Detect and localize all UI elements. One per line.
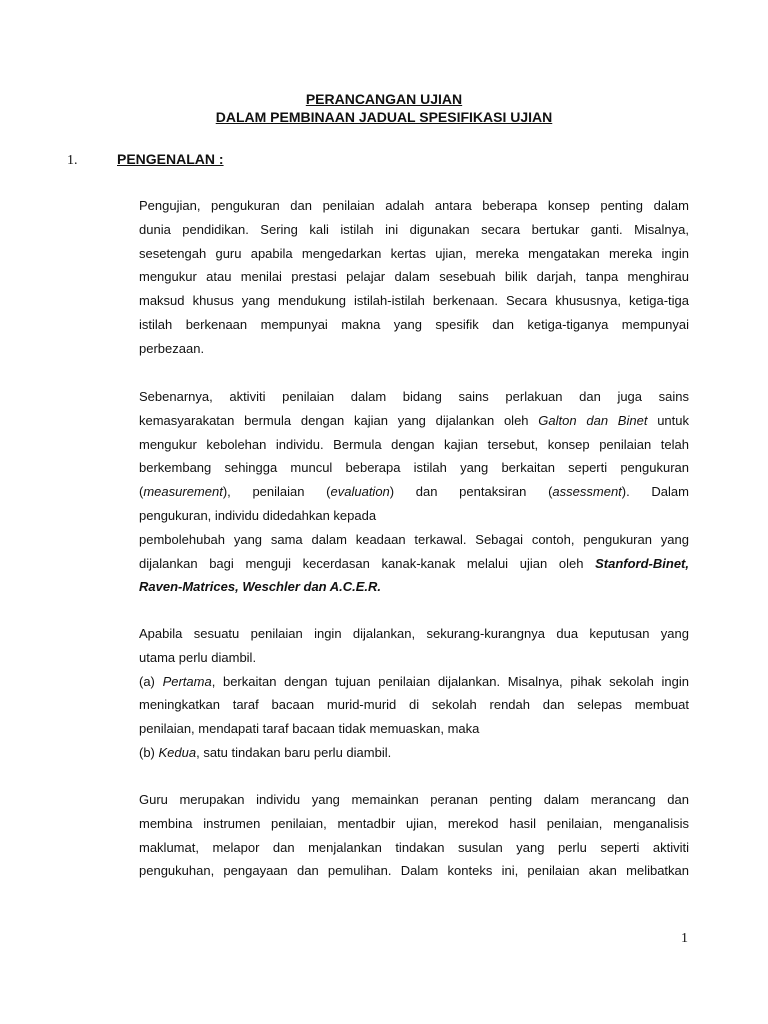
paragraph-4	[139, 788, 689, 883]
paragraph-line	[139, 552, 689, 576]
bold-italic-run: Raven-Matrices, Weschler dan A.C.E.R.	[139, 579, 382, 595]
section-heading	[67, 150, 224, 170]
paragraph-line	[139, 409, 689, 433]
paragraph-line: membina instrumen penilaian, mentadbir ujian, merekod hasil penilaian, menganalisis	[139, 815, 689, 831]
text-run: , satu tindakan baru perlu diambil.	[196, 744, 392, 760]
italic-run: Galton dan Binet	[538, 412, 648, 428]
text-run: kemasyarakatan bermula dengan kajian yang dijalankan oleh	[139, 412, 539, 428]
paragraph-line: pengukuhan, pengayaan dan pemulihan. Dalam konteks ini, penilaian akan melibatkan	[139, 863, 689, 879]
text-run: (a)	[139, 673, 163, 689]
paragraph-3	[139, 622, 689, 765]
italic-run: Pertama	[162, 673, 212, 689]
paragraph-line: mengukur kebolehan individu. Bermula dengan kajian tersebut, konsep penilaian telah	[139, 436, 689, 452]
italic-run: Kedua	[158, 744, 197, 760]
paragraph-line: maklumat, melapor dan menjalankan tindakan susulan yang perlu seperti aktiviti	[139, 839, 689, 855]
paragraph-line: Sebenarnya, aktiviti penilaian dalam bidang sains perlakuan dan juga sains	[139, 389, 689, 404]
paragraph-line: sesetengah guru apabila mengedarkan kertas ujian, mereka mengatakan mereka ingin	[139, 245, 689, 261]
paragraph-line: Apabila sesuatu penilaian ingin dijalankan, sekurang-kurangnya dua keputusan yang	[139, 626, 689, 641]
section-title: PENGENALAN :	[117, 151, 224, 167]
page-number: 1	[681, 931, 688, 946]
paragraph-line	[139, 670, 689, 694]
paragraph-line: mengukur atau menilai prestasi pelajar dalam sesebuah bilik darjah, tanpa menghirau	[139, 269, 689, 285]
paragraph-1	[139, 194, 689, 361]
italic-run: assessment	[552, 484, 622, 500]
paragraph-line: berkembang sehingga muncul beberapa istilah yang berkaitan seperti pengukuran	[139, 460, 689, 476]
paragraph-line: penilaian, mendapati taraf bacaan tidak memuaskan, maka	[139, 721, 480, 737]
text-run: dijalankan bagi menguji kecerdasan kanak-kanak melalui ujian oleh	[139, 555, 596, 571]
paragraph-line: dunia pendidikan. Sering kali istilah ini digunakan secara bertukar ganti. Misalnya,	[139, 221, 689, 237]
paragraph-line: istilah berkenaan mempunyai makna yang spesifik dan ketiga-tiganya mempunyai	[139, 316, 689, 332]
text-run: (	[139, 484, 144, 500]
italic-run: evaluation	[330, 484, 390, 500]
paragraph-line: Pengujian, pengukuran dan penilaian adalah antara beberapa konsep penting dalam	[139, 198, 689, 213]
paragraph-line: Guru merupakan individu yang memainkan peranan penting dalam merancang dan	[139, 792, 689, 807]
paragraph-2	[139, 385, 689, 599]
text-run: (b)	[139, 744, 159, 760]
italic-run: measurement	[143, 484, 223, 500]
document-title-line-2: DALAM PEMBINAAN JADUAL SPESIFIKASI UJIAN	[215, 109, 553, 125]
paragraph-line: maksud khusus yang mendukung istilah-istilah berkenaan. Secara khususnya, ketiga-tiga	[139, 293, 689, 309]
paragraph-line	[139, 575, 689, 599]
paragraph-line: perbezaan.	[139, 340, 205, 356]
paragraph-line: meningkatkan taraf bacaan murid-murid di sekolah rendah dan selepas membuat	[139, 697, 689, 713]
paragraph-line: utama perlu diambil.	[139, 649, 257, 665]
document-title-line-1: PERANCANGAN UJIAN	[305, 91, 463, 107]
paragraph-line	[139, 480, 689, 504]
text-run: , berkaitan dengan tujuan penilaian dijalankan. Misalnya, pihak sekolah ingin	[211, 673, 690, 689]
text-run: untuk	[647, 412, 689, 428]
paragraph-line: pengukuran, individu didedahkan kepada	[139, 507, 377, 523]
paragraph-line	[139, 741, 689, 765]
text-run: ) dan pentaksiran (	[389, 484, 553, 500]
bold-italic-run: Stanford-Binet,	[595, 555, 689, 571]
paragraph-line: pembolehubah yang sama dalam keadaan terkawal. Sebagai contoh, pengukuran yang	[139, 531, 689, 547]
section-number: 1.	[67, 153, 78, 168]
text-run: ). Dalam	[621, 484, 689, 500]
text-run: ), penilaian (	[222, 484, 331, 500]
